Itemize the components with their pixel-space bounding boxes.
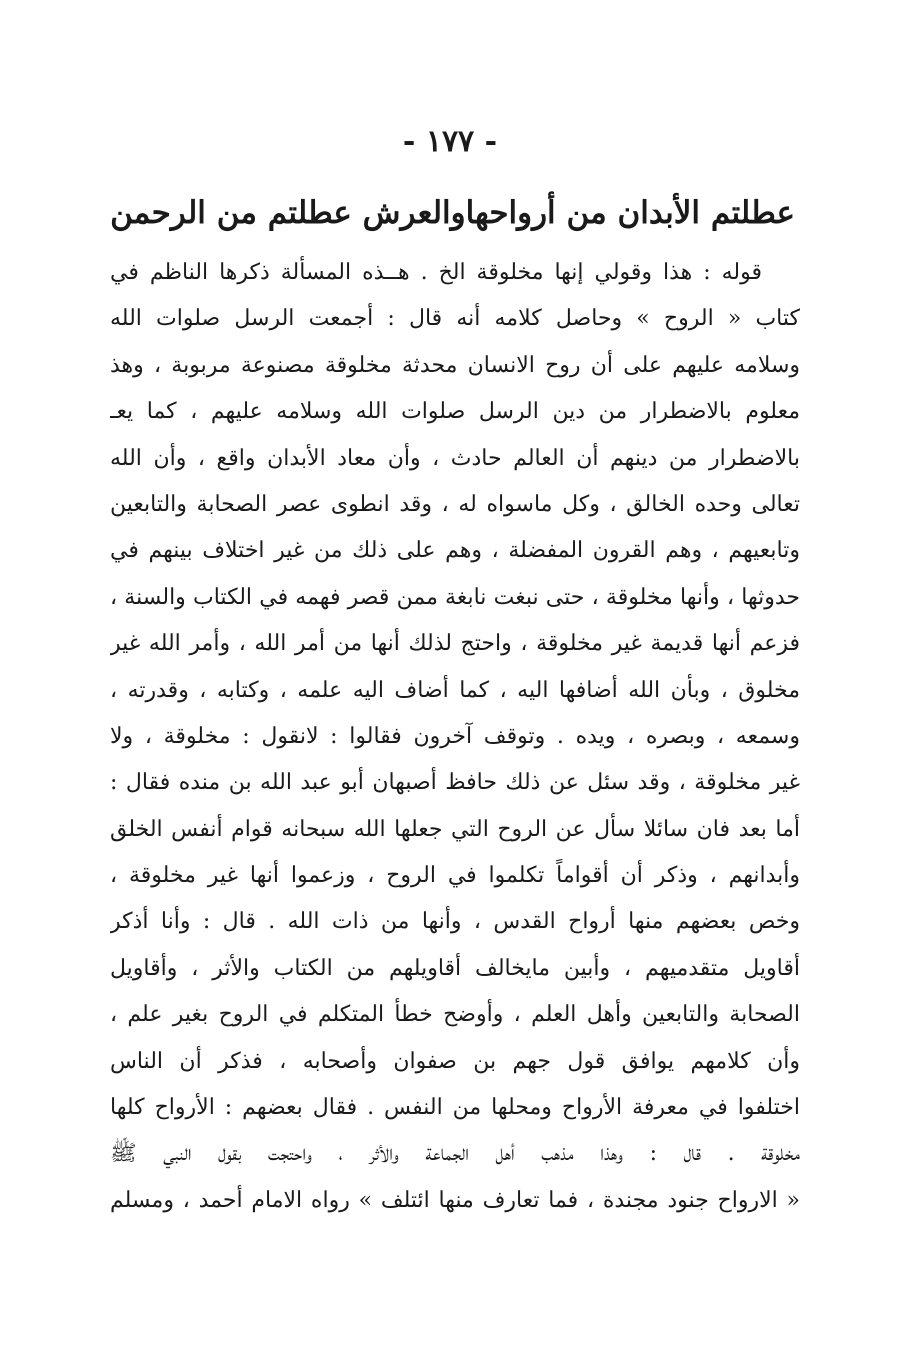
- commentary-text: [110, 250, 800, 1224]
- text-line: أما بعد فان سائلا سأل عن الروح التي جعلها الله سبحانه قوام أنفس الخلق: [110, 816, 800, 842]
- text-line: وأبدانهم ، وذكر أن أقواماً تكلموا في الروح ، وزعموا أنها غير مخلوقة ،: [110, 863, 800, 889]
- text-line: اختلفوا في معرفة الأرواح ومحلها من النفس . فقال بعضهم : الأرواح كلها: [110, 1095, 800, 1121]
- text-line: بالاضطرار من دينهم أن العالم حادث ، وأن معاد الأبدان واقع ، وأن الله: [110, 445, 800, 471]
- page-number: - ١٧٧ -: [402, 124, 498, 159]
- text-line: وسمعه ، وبصره ، ويده . وتوقف آخرون فقالوا : لانقول : مخلوقة ، ولا: [110, 723, 800, 749]
- text-line: وخص بعضهم منها أرواح القدس ، وأنها من ذات الله . قال : وأنا أذكر: [110, 909, 800, 935]
- text-line: كتاب « الروح » وحاصل كلامه أنه قال : أجمعت الرسل صلوات الله: [110, 306, 800, 332]
- text-line: الصحابة والتابعين وأهل العلم ، وأوضح خطأ المتكلم في الروح بغير علم ،: [110, 1002, 800, 1028]
- text-line: وتابعيهم ، وهم القرون المفضلة ، وهم على ذلك من غير اختلاف بينهم في: [110, 538, 800, 564]
- text-line: وأن كلامهم يوافق قول جهم بن صفوان وأصحابه ، فذكر أن الناس: [110, 1048, 800, 1074]
- text-line: مخلوقة . قال : وهذا مذهب أهل الجماعة والأثر ، واحتجت بقول النبي ﷺ: [110, 1141, 800, 1167]
- text-line: حدوثها ، وأنها مخلوقة ، حتى نبغت نابغة ممن قصر فهمه في الكتاب والسنة ،: [110, 584, 800, 610]
- text-line: معلوم بالاضطرار من دين الرسل صلوات الله وسلامه عليهم ، كما يعـ: [110, 399, 800, 425]
- text-line: وسلامه عليهم على أن روح الانسان محدثة مخلوقة مصنوعة مربوبة ، وهذ: [110, 352, 800, 378]
- text-line: « الارواح جنود مجندة ، فما تعارف منها ائتلف » رواه الامام أحمد ، ومسلم: [110, 1187, 800, 1213]
- text-line: تعالى وحده الخالق ، وكل ماسواه له ، وقد انطوى عصر الصحابة والتابعين: [110, 491, 800, 517]
- text-line: غير مخلوقة ، وقد سئل عن ذلك حافظ أصبهان أبو عبد الله بن منده فقال :: [110, 770, 800, 796]
- poem-verse: [110, 186, 795, 240]
- verse-first-hemistich: عطلتم الأبدان من أرواحها: [465, 195, 795, 231]
- verse-second-hemistich: والعرش عطلتم من الرحمن: [110, 195, 466, 231]
- text-line: فزعم أنها قديمة غير مخلوقة ، واحتج لذلك أنها من أمر الله ، وأمر الله غير: [110, 631, 800, 657]
- text-line: مخلوق ، وبأن الله أضافها اليه ، كما أضاف اليه علمه ، وكتابه ، وقدرته ،: [110, 677, 800, 703]
- text-line: أقاويل متقدميهم ، وأبين مايخالف أقاويلهم من الكتاب والأثر ، وأقاويل: [110, 955, 800, 981]
- text-line: قوله : هذا وقولي إنها مخلوقة الخ . هــذه المسألة ذكرها الناظم في: [110, 260, 762, 285]
